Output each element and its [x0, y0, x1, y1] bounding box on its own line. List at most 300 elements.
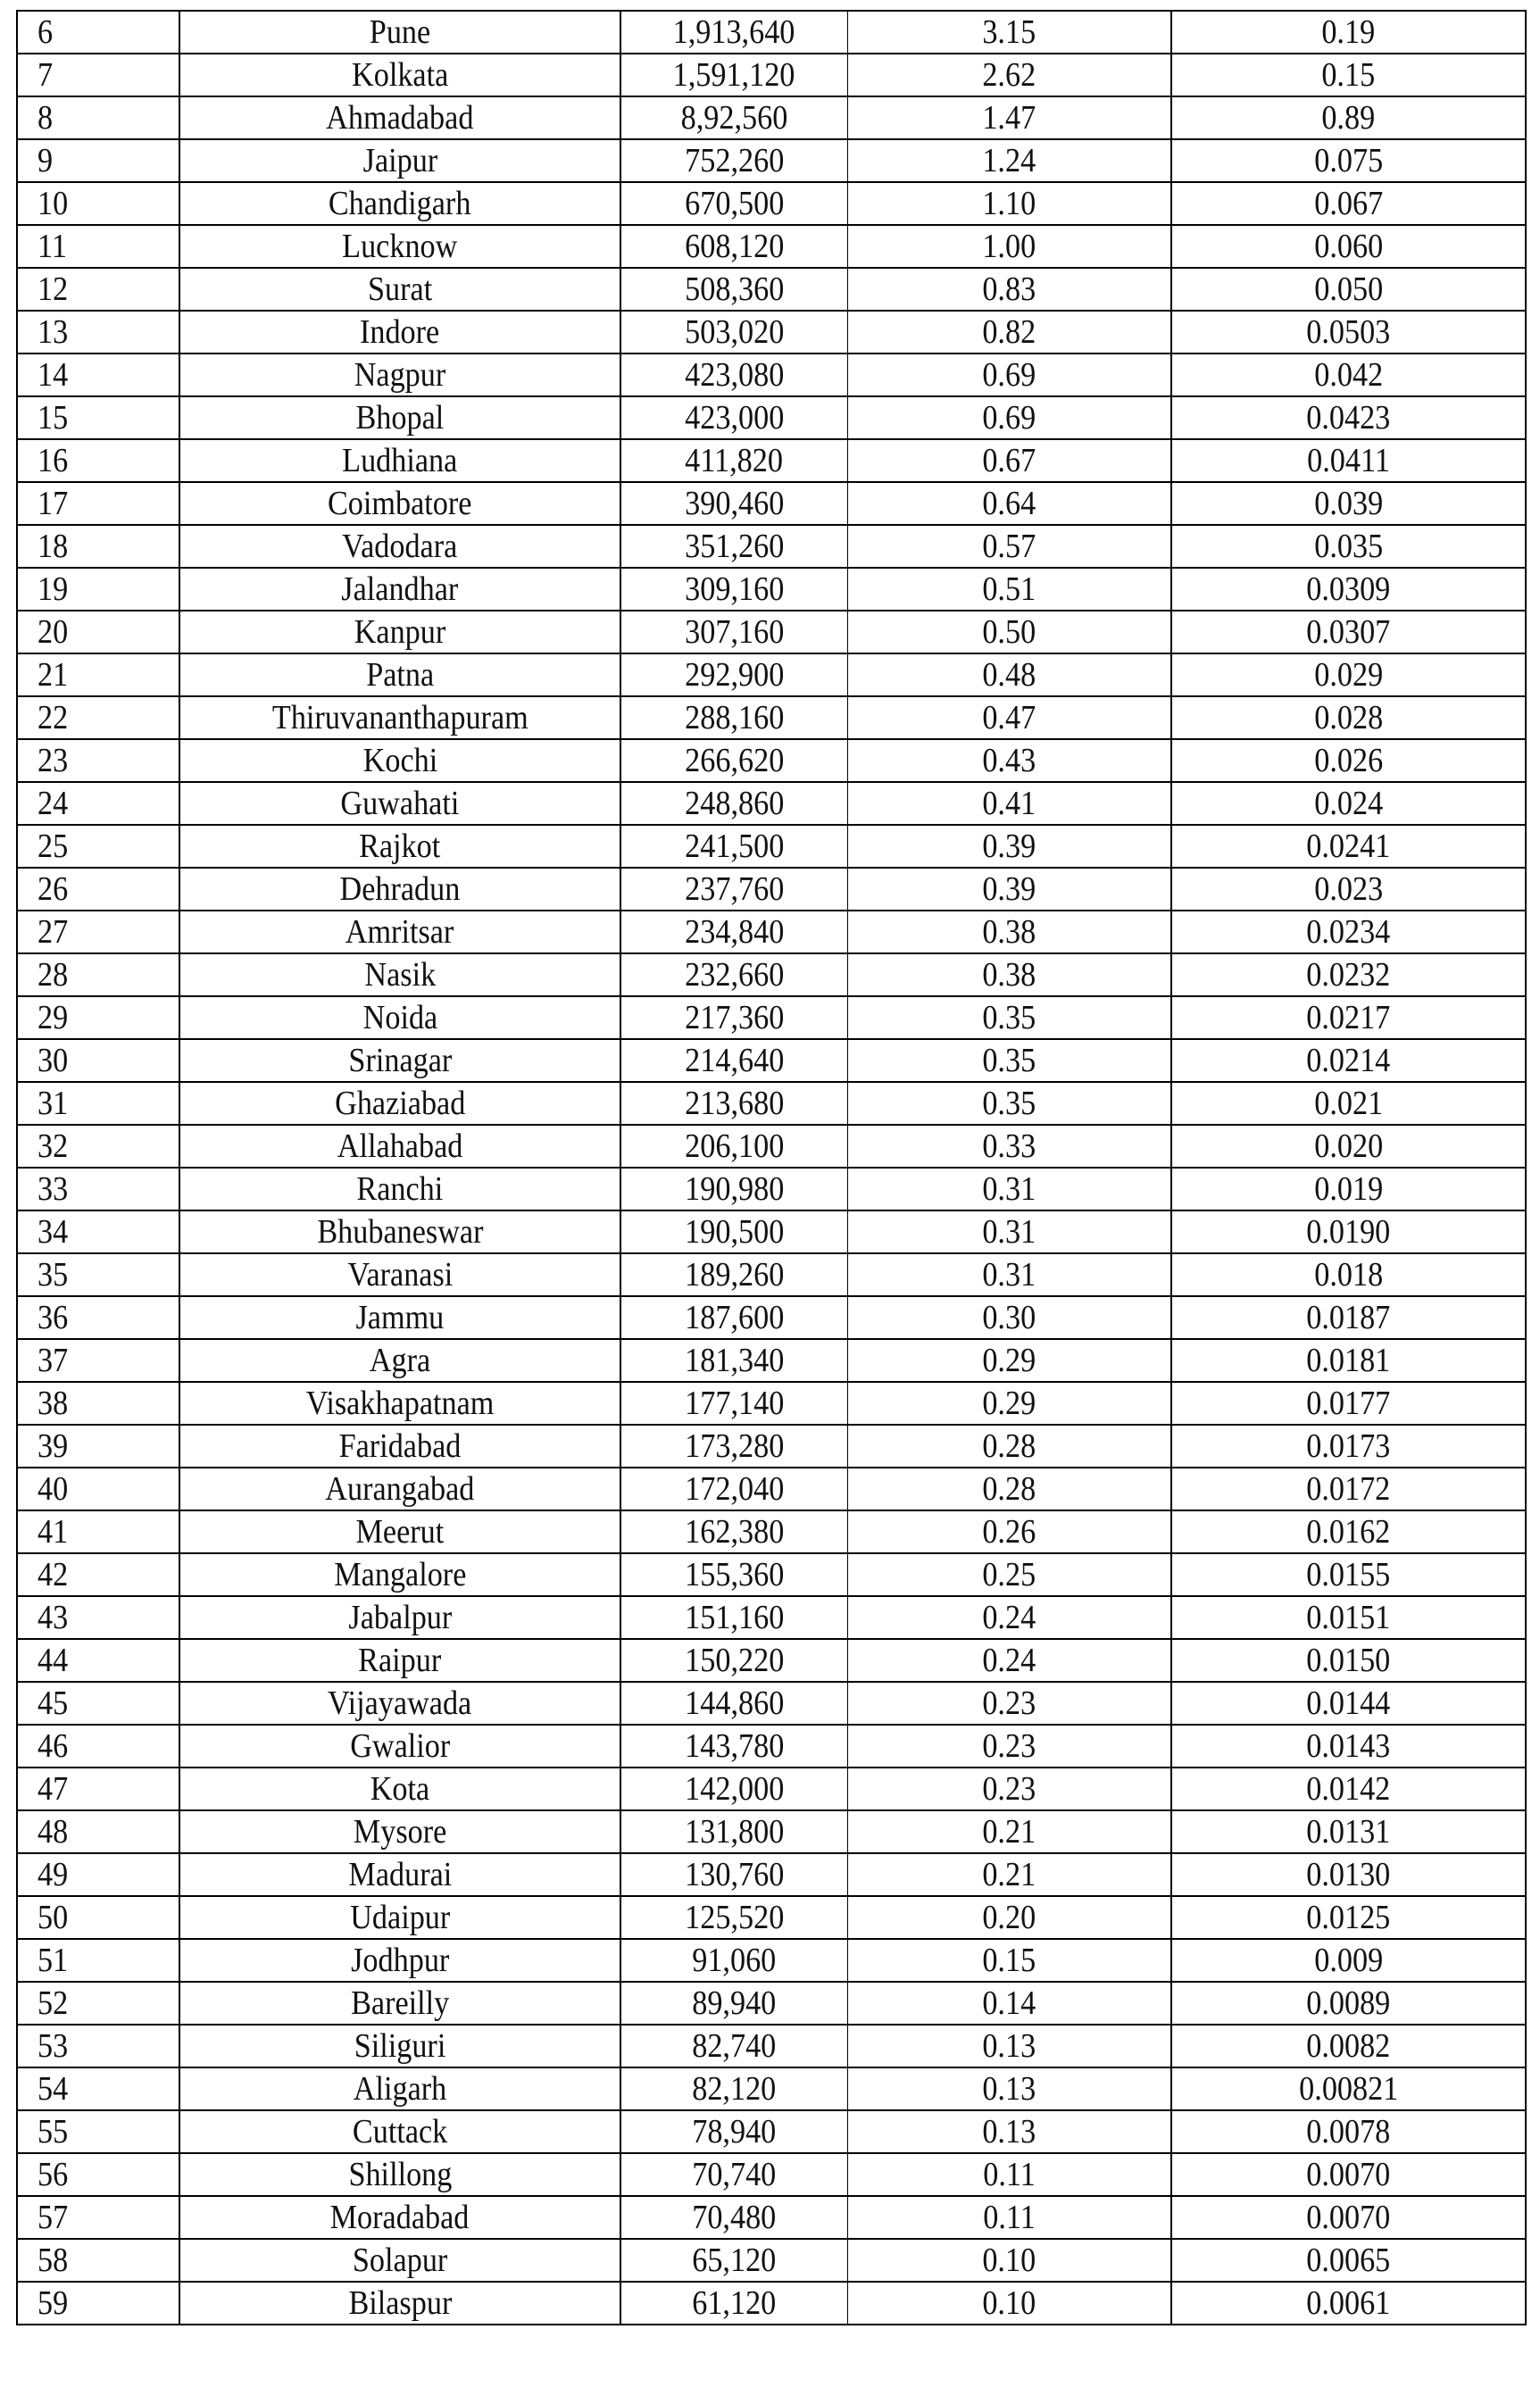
table-body — [17, 11, 1526, 2325]
ratio-cell — [1171, 2282, 1526, 2325]
ratio-cell — [1171, 268, 1526, 311]
rank-cell — [17, 1382, 179, 1425]
value-cell-text: 503,020 — [684, 313, 784, 351]
ratio-cell — [1171, 1382, 1526, 1425]
table-row — [17, 1810, 1526, 1853]
rank-cell-text: 26 — [37, 870, 69, 908]
value-cell-text: 390,460 — [684, 485, 784, 522]
percent-cell — [847, 1468, 1171, 1510]
value-cell — [620, 739, 847, 782]
rank-cell — [17, 739, 179, 782]
ratio-cell-text: 0.0142 — [1306, 1770, 1391, 1808]
ratio-cell-text: 0.0214 — [1306, 1042, 1391, 1079]
percent-cell — [847, 1125, 1171, 1168]
value-cell — [620, 1510, 847, 1553]
city-cell — [179, 354, 620, 396]
rank-cell — [17, 225, 179, 268]
percent-cell — [847, 1039, 1171, 1082]
rank-cell — [17, 396, 179, 439]
city-cell — [179, 396, 620, 439]
ratio-cell-text: 0.0177 — [1306, 1385, 1391, 1422]
value-cell-text: 82,740 — [692, 2027, 777, 2065]
rank-cell-text: 24 — [37, 785, 69, 822]
rank-cell-text: 51 — [37, 1942, 69, 1979]
percent-cell-text: 0.10 — [982, 2242, 1036, 2279]
city-cell — [179, 96, 620, 139]
percent-cell-text: 0.11 — [982, 2199, 1036, 2236]
ratio-cell — [1171, 611, 1526, 653]
rank-cell-text: 47 — [37, 1770, 69, 1808]
rank-cell-text: 12 — [37, 270, 69, 308]
table-row — [17, 1510, 1526, 1553]
city-cell-text: Visakhapatnam — [305, 1385, 495, 1422]
ratio-cell — [1171, 1982, 1526, 2025]
percent-cell — [847, 1339, 1171, 1382]
rank-cell-text: 22 — [37, 699, 69, 736]
value-cell — [620, 1939, 847, 1982]
percent-cell — [847, 696, 1171, 739]
ratio-cell-text: 0.020 — [1314, 1127, 1383, 1165]
value-cell-text: 241,500 — [684, 828, 784, 865]
city-cell — [179, 2067, 620, 2110]
percent-cell-text: 1.00 — [982, 228, 1036, 265]
value-cell — [620, 2110, 847, 2153]
rank-cell-text: 48 — [37, 1813, 69, 1851]
rank-cell — [17, 1468, 179, 1510]
city-cell — [179, 2025, 620, 2067]
city-cell-text: Dehradun — [339, 870, 461, 908]
table-row — [17, 996, 1526, 1039]
value-cell — [620, 1125, 847, 1168]
city-cell-text: Mysore — [353, 1813, 447, 1851]
ratio-cell-text: 0.0125 — [1306, 1899, 1391, 1936]
value-cell — [620, 96, 847, 139]
ratio-cell-text: 0.19 — [1321, 13, 1376, 51]
value-cell — [620, 182, 847, 225]
percent-cell-text: 1.47 — [982, 99, 1036, 137]
city-cell-text: Ranchi — [356, 1170, 444, 1208]
value-cell-text: 234,840 — [684, 913, 784, 951]
percent-cell-text: 0.15 — [982, 1942, 1036, 1979]
ratio-cell — [1171, 311, 1526, 354]
table-row — [17, 782, 1526, 825]
ratio-cell-text: 0.0131 — [1306, 1813, 1391, 1851]
rank-cell — [17, 182, 179, 225]
percent-cell-text: 0.24 — [982, 1599, 1036, 1636]
table-row — [17, 1682, 1526, 1725]
ratio-cell — [1171, 1468, 1526, 1510]
percent-cell — [847, 2110, 1171, 2153]
rank-cell-text: 40 — [37, 1470, 69, 1508]
rank-cell-text: 43 — [37, 1599, 69, 1636]
value-cell-text: 213,680 — [684, 1085, 784, 1122]
ratio-cell-text: 0.018 — [1314, 1256, 1383, 1294]
city-cell-text: Jalandhar — [341, 570, 459, 608]
city-cell-text: Aligarh — [353, 2070, 447, 2108]
city-cell-text: Patna — [366, 656, 434, 694]
value-cell-text: 217,360 — [684, 999, 784, 1036]
rank-cell-text: 18 — [37, 528, 69, 565]
percent-cell — [847, 311, 1171, 354]
table-row — [17, 1168, 1526, 1210]
value-cell-text: 232,660 — [684, 956, 784, 994]
rank-cell — [17, 1082, 179, 1125]
city-cell — [179, 1253, 620, 1296]
rank-cell — [17, 1939, 179, 1982]
rank-cell — [17, 1210, 179, 1253]
percent-cell — [847, 1725, 1171, 1768]
ratio-cell-text: 0.026 — [1314, 742, 1383, 779]
city-cell — [179, 2196, 620, 2239]
ratio-cell-text: 0.0144 — [1306, 1684, 1391, 1722]
percent-cell-text: 0.20 — [982, 1899, 1036, 1936]
percent-cell-text: 0.14 — [982, 1984, 1036, 2022]
value-cell-text: 190,980 — [684, 1170, 784, 1208]
city-cell — [179, 653, 620, 696]
ratio-cell — [1171, 911, 1526, 953]
table-row — [17, 1253, 1526, 1296]
value-cell-text: 162,380 — [684, 1513, 784, 1551]
rank-cell-text: 36 — [37, 1299, 69, 1336]
city-cell-text: Bilaspur — [348, 2284, 452, 2322]
ratio-cell — [1171, 1339, 1526, 1382]
value-cell-text: 190,500 — [684, 1213, 784, 1251]
rank-cell — [17, 2153, 179, 2196]
city-cell-text: Agra — [369, 1342, 431, 1379]
ratio-cell — [1171, 439, 1526, 482]
ratio-cell — [1171, 825, 1526, 868]
percent-cell-text: 0.67 — [982, 442, 1036, 479]
ratio-cell — [1171, 782, 1526, 825]
value-cell — [620, 1682, 847, 1725]
ratio-cell — [1171, 396, 1526, 439]
ratio-cell-text: 0.060 — [1314, 228, 1383, 265]
rank-cell — [17, 782, 179, 825]
rank-cell-text: 42 — [37, 1556, 69, 1593]
rank-cell-text: 7 — [37, 56, 54, 94]
value-cell-text: 151,160 — [684, 1599, 784, 1636]
ratio-cell-text: 0.0181 — [1306, 1342, 1391, 1379]
rank-cell-text: 30 — [37, 1042, 69, 1079]
city-cell — [179, 868, 620, 911]
ratio-cell — [1171, 1168, 1526, 1210]
ratio-cell-text: 0.0411 — [1307, 442, 1390, 479]
value-cell-text: 91,060 — [692, 1942, 777, 1979]
ratio-cell-text: 0.050 — [1314, 270, 1383, 308]
value-cell — [620, 1168, 847, 1210]
percent-cell-text: 1.24 — [982, 142, 1036, 179]
ratio-cell — [1171, 1039, 1526, 1082]
percent-cell-text: 1.10 — [982, 185, 1036, 222]
ratio-cell-text: 0.023 — [1314, 870, 1383, 908]
city-cell-text: Meerut — [355, 1513, 445, 1551]
percent-cell-text: 0.24 — [982, 1642, 1036, 1679]
city-cell — [179, 268, 620, 311]
rank-cell-text: 9 — [37, 142, 54, 179]
city-cell — [179, 1725, 620, 1768]
value-cell-text: 214,640 — [684, 1042, 784, 1079]
rank-cell-text: 39 — [37, 1427, 69, 1465]
rank-cell-text: 6 — [37, 13, 54, 51]
percent-cell-text: 0.31 — [982, 1213, 1036, 1251]
value-cell-text: 508,360 — [684, 270, 784, 308]
ratio-cell-text: 0.0173 — [1306, 1427, 1391, 1465]
percent-cell-text: 0.39 — [982, 870, 1036, 908]
table-row — [17, 396, 1526, 439]
city-cell-text: Chandigarh — [329, 185, 471, 222]
percent-cell-text: 0.28 — [982, 1427, 1036, 1465]
table-row — [17, 268, 1526, 311]
value-cell-text: 173,280 — [684, 1427, 784, 1465]
city-cell-text: Kanpur — [354, 613, 446, 651]
percent-cell-text: 0.83 — [982, 270, 1036, 308]
ratio-cell — [1171, 1253, 1526, 1296]
value-cell — [620, 225, 847, 268]
value-cell-text: 309,160 — [684, 570, 784, 608]
value-cell — [620, 2282, 847, 2325]
table-row — [17, 1039, 1526, 1082]
city-cell — [179, 1039, 620, 1082]
value-cell — [620, 1425, 847, 1468]
value-cell-text: 608,120 — [684, 228, 784, 265]
value-cell-text: 351,260 — [684, 528, 784, 565]
rank-cell — [17, 1253, 179, 1296]
percent-cell — [847, 11, 1171, 54]
ratio-cell-text: 0.0065 — [1306, 2242, 1391, 2279]
rank-cell — [17, 268, 179, 311]
ratio-cell-text: 0.0241 — [1306, 828, 1391, 865]
value-cell — [620, 825, 847, 868]
table-row — [17, 1853, 1526, 1896]
percent-cell — [847, 354, 1171, 396]
rank-cell — [17, 696, 179, 739]
city-cell-text: Surat — [367, 270, 433, 308]
rank-cell — [17, 953, 179, 996]
table-row — [17, 2153, 1526, 2196]
ratio-cell-text: 0.0423 — [1306, 399, 1391, 437]
percent-cell — [847, 54, 1171, 96]
city-cell-text: Mangalore — [333, 1556, 467, 1593]
ratio-cell — [1171, 482, 1526, 525]
rank-cell — [17, 1553, 179, 1596]
value-cell-text: 292,900 — [684, 656, 784, 694]
percent-cell — [847, 868, 1171, 911]
percent-cell-text: 0.31 — [982, 1170, 1036, 1208]
rank-cell — [17, 1682, 179, 1725]
value-cell — [620, 1382, 847, 1425]
rank-cell-text: 44 — [37, 1642, 69, 1679]
rank-cell-text: 10 — [37, 185, 69, 222]
percent-cell — [847, 1210, 1171, 1253]
ratio-cell-text: 0.024 — [1314, 785, 1383, 822]
value-cell — [620, 525, 847, 568]
ratio-cell — [1171, 2110, 1526, 2153]
percent-cell — [847, 439, 1171, 482]
city-cell — [179, 1339, 620, 1382]
percent-cell-text: 0.33 — [982, 1127, 1036, 1165]
rank-cell — [17, 439, 179, 482]
ratio-cell-text: 0.0150 — [1306, 1642, 1391, 1679]
city-cell — [179, 482, 620, 525]
rank-cell-text: 49 — [37, 1856, 69, 1893]
value-cell — [620, 1082, 847, 1125]
value-cell-text: 131,800 — [684, 1813, 784, 1851]
ratio-cell — [1171, 354, 1526, 396]
rank-cell-text: 25 — [37, 828, 69, 865]
percent-cell-text: 0.26 — [982, 1513, 1036, 1551]
ratio-cell-text: 0.0070 — [1306, 2199, 1391, 2236]
percent-cell-text: 0.38 — [982, 956, 1036, 994]
rank-cell-text: 45 — [37, 1684, 69, 1722]
percent-cell-text: 0.39 — [982, 828, 1036, 865]
city-cell-text: Jammu — [355, 1299, 445, 1336]
table-row — [17, 225, 1526, 268]
city-cell-text: Ahmadabad — [326, 99, 474, 137]
city-data-table — [16, 10, 1527, 2325]
city-cell-text: Allahabad — [337, 1127, 463, 1165]
value-cell — [620, 1296, 847, 1339]
city-cell-text: Guwahati — [340, 785, 460, 822]
rank-cell — [17, 54, 179, 96]
rank-cell-text: 16 — [37, 442, 69, 479]
ratio-cell-text: 0.0172 — [1306, 1470, 1391, 1508]
table-row — [17, 696, 1526, 739]
rank-cell — [17, 1296, 179, 1339]
ratio-cell-text: 0.0078 — [1306, 2113, 1391, 2150]
percent-cell — [847, 1510, 1171, 1553]
rank-cell-text: 34 — [37, 1213, 69, 1251]
table-row — [17, 182, 1526, 225]
value-cell — [620, 2025, 847, 2067]
table-row — [17, 2196, 1526, 2239]
city-cell — [179, 2110, 620, 2153]
percent-cell-text: 0.21 — [982, 1813, 1036, 1851]
ratio-cell — [1171, 1639, 1526, 1682]
percent-cell — [847, 911, 1171, 953]
percent-cell — [847, 96, 1171, 139]
value-cell — [620, 1553, 847, 1596]
value-cell — [620, 911, 847, 953]
table-row — [17, 439, 1526, 482]
rank-cell-text: 19 — [37, 570, 69, 608]
value-cell — [620, 2067, 847, 2110]
table-row — [17, 2025, 1526, 2067]
rank-cell — [17, 1425, 179, 1468]
ratio-cell-text: 0.0155 — [1306, 1556, 1391, 1593]
value-cell — [620, 54, 847, 96]
percent-cell-text: 0.35 — [982, 1085, 1036, 1122]
rank-cell-text: 59 — [37, 2284, 69, 2322]
ratio-cell — [1171, 1210, 1526, 1253]
rank-cell-text: 55 — [37, 2113, 69, 2150]
value-cell — [620, 1768, 847, 1810]
table-row — [17, 2239, 1526, 2282]
city-cell — [179, 739, 620, 782]
value-cell-text: 142,000 — [684, 1770, 784, 1808]
ratio-cell-text: 0.00821 — [1298, 2070, 1399, 2108]
city-cell — [179, 1982, 620, 2025]
percent-cell — [847, 1596, 1171, 1639]
value-cell — [620, 1853, 847, 1896]
value-cell-text: 125,520 — [684, 1899, 784, 1936]
city-cell — [179, 1896, 620, 1939]
ratio-cell-text: 0.0162 — [1306, 1513, 1391, 1551]
city-cell — [179, 2153, 620, 2196]
ratio-cell-text: 0.029 — [1314, 656, 1383, 694]
value-cell — [620, 611, 847, 653]
percent-cell-text: 0.30 — [982, 1299, 1036, 1336]
ratio-cell — [1171, 1768, 1526, 1810]
rank-cell — [17, 2282, 179, 2325]
value-cell-text: 70,480 — [692, 2199, 777, 2236]
value-cell — [620, 11, 847, 54]
rank-cell-text: 57 — [37, 2199, 69, 2236]
value-cell-text: 206,100 — [684, 1127, 784, 1165]
percent-cell-text: 0.31 — [982, 1256, 1036, 1294]
value-cell-text: 172,040 — [684, 1470, 784, 1508]
value-cell — [620, 1810, 847, 1853]
ratio-cell — [1171, 2153, 1526, 2196]
city-cell-text: Jaipur — [362, 142, 437, 179]
rank-cell — [17, 611, 179, 653]
ratio-cell-text: 0.0082 — [1306, 2027, 1391, 2065]
ratio-cell — [1171, 1896, 1526, 1939]
city-cell — [179, 825, 620, 868]
rank-cell-text: 21 — [37, 656, 69, 694]
value-cell-text: 1,913,640 — [672, 13, 795, 51]
city-cell — [179, 439, 620, 482]
percent-cell-text: 0.82 — [982, 313, 1036, 351]
city-cell-text: Noida — [362, 999, 437, 1036]
rank-cell — [17, 1639, 179, 1682]
value-cell-text: 65,120 — [692, 2242, 777, 2279]
percent-cell — [847, 1168, 1171, 1210]
ratio-cell-text: 0.021 — [1314, 1085, 1383, 1122]
value-cell — [620, 2239, 847, 2282]
ratio-cell-text: 0.15 — [1321, 56, 1376, 94]
percent-cell — [847, 611, 1171, 653]
city-cell — [179, 1682, 620, 1725]
percent-cell — [847, 1639, 1171, 1682]
rank-cell — [17, 2067, 179, 2110]
value-cell — [620, 868, 847, 911]
percent-cell-text: 0.28 — [982, 1470, 1036, 1508]
rank-cell — [17, 354, 179, 396]
city-cell-text: Thiruvananthapuram — [271, 699, 529, 736]
city-cell-text: Faridabad — [338, 1427, 462, 1465]
rank-cell-text: 46 — [37, 1727, 69, 1765]
percent-cell — [847, 525, 1171, 568]
value-cell — [620, 568, 847, 611]
ratio-cell — [1171, 225, 1526, 268]
value-cell — [620, 1039, 847, 1082]
percent-cell — [847, 396, 1171, 439]
rank-cell — [17, 1039, 179, 1082]
percent-cell-text: 0.69 — [982, 356, 1036, 394]
value-cell — [620, 311, 847, 354]
value-cell — [620, 1253, 847, 1296]
ratio-cell — [1171, 996, 1526, 1039]
ratio-cell-text: 0.042 — [1314, 356, 1383, 394]
percent-cell — [847, 1425, 1171, 1468]
ratio-cell-text: 0.019 — [1314, 1170, 1383, 1208]
city-cell — [179, 911, 620, 953]
rank-cell — [17, 482, 179, 525]
rank-cell-text: 33 — [37, 1170, 69, 1208]
value-cell-text: 70,740 — [692, 2156, 777, 2193]
rank-cell-text: 50 — [37, 1899, 69, 1936]
ratio-cell — [1171, 1510, 1526, 1553]
